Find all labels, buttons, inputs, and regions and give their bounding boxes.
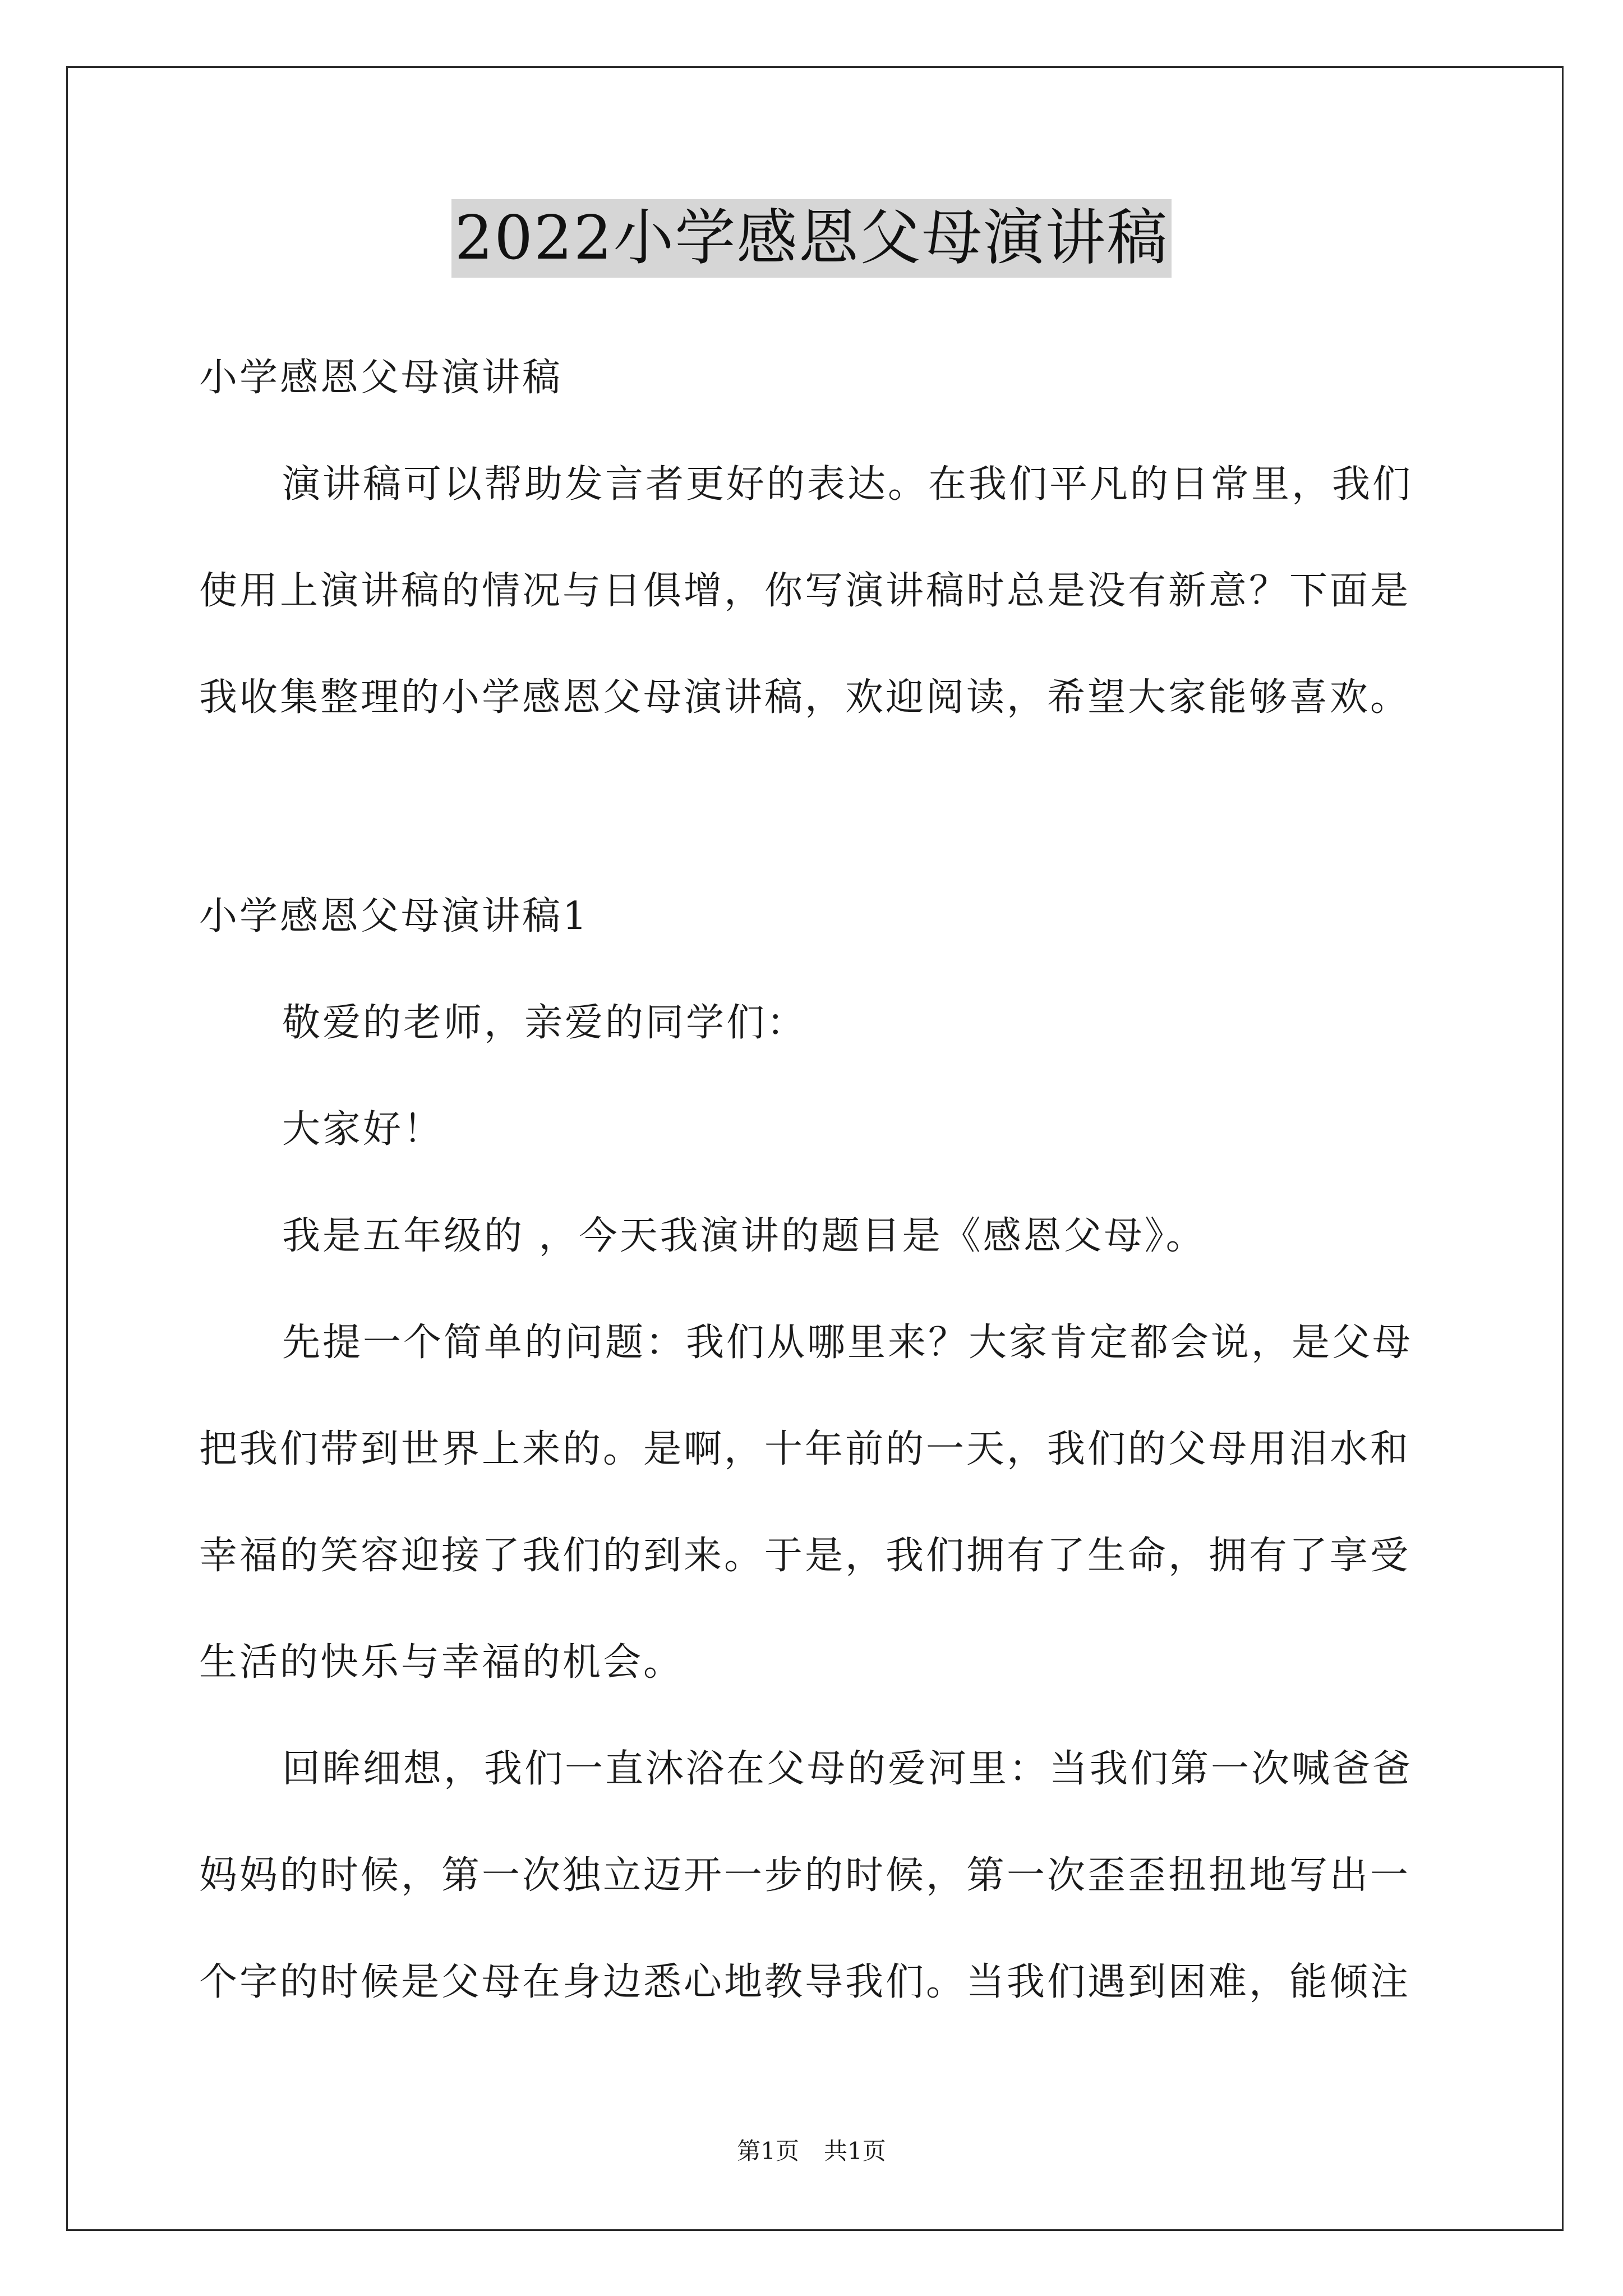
page-footer — [0, 2137, 1623, 2165]
paragraph-line: 敬爱的老师，亲爱的同学们： — [282, 1001, 808, 1045]
paragraph-line: 回眸细想，我们一直沐浴在父母的爱河里：当我们第一次喊爸爸 — [282, 1747, 1413, 1791]
paragraph-line: 大家好！ — [282, 1107, 444, 1152]
paragraph-line: 使用上演讲稿的情况与日俱增，你写演讲稿时总是没有新意？下面是 — [199, 569, 1411, 613]
page-total: 共1页 — [824, 2137, 886, 2165]
section-heading: 小学感恩父母演讲稿 — [199, 356, 563, 400]
page-number: 第1页 — [737, 2137, 799, 2165]
paragraph-line: 妈妈的时候，第一次独立迈开一步的时候，第一次歪歪扭扭地写出一 — [199, 1853, 1411, 1898]
paragraph-line: 个字的时候是父母在身边悉心地教导我们。当我们遇到困难，能倾注 — [199, 1960, 1411, 2004]
document-title: 2022小学感恩父母演讲稿 — [451, 199, 1172, 278]
paragraph-line: 演讲稿可以帮助发言者更好的表达。在我们平凡的日常里，我们 — [282, 462, 1413, 507]
section-heading: 小学感恩父母演讲稿1 — [199, 894, 589, 938]
paragraph-line: 幸福的笑容迎接了我们的到来。于是，我们拥有了生命，拥有了享受 — [199, 1534, 1411, 1578]
paragraph-line: 先提一个简单的问题：我们从哪里来？大家肯定都会说，是父母 — [282, 1320, 1413, 1365]
title-container — [0, 199, 1623, 278]
paragraph-line: 我是五年级的 ，今天我演讲的题目是《感恩父母》。 — [282, 1214, 1206, 1258]
paragraph-line: 生活的快乐与幸福的机会。 — [199, 1640, 684, 1685]
paragraph-line: 把我们带到世界上来的。是啊，十年前的一天，我们的父母用泪水和 — [199, 1427, 1411, 1471]
paragraph-line: 我收集整理的小学感恩父母演讲稿，欢迎阅读，希望大家能够喜欢。 — [199, 675, 1411, 720]
